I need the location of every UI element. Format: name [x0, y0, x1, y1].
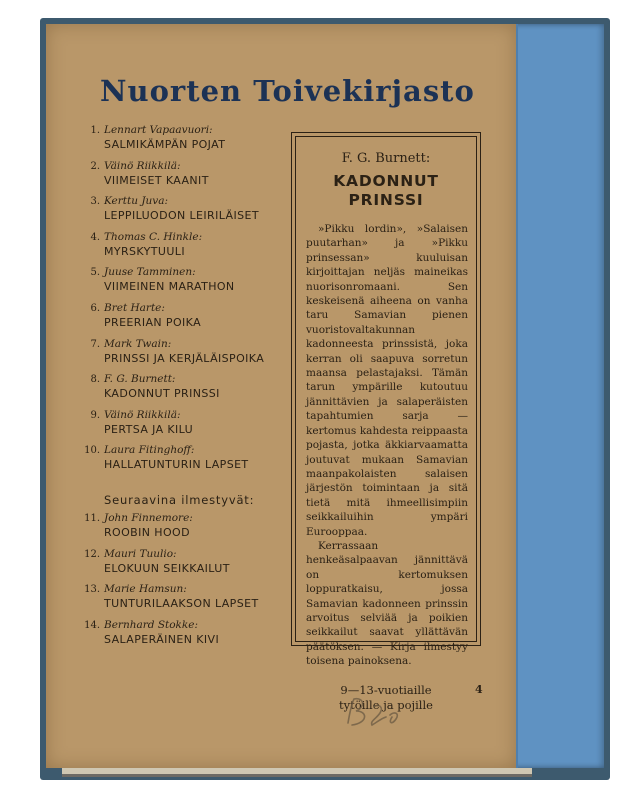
book-title: VIIMEISET KAANIT — [104, 173, 209, 187]
book-author: Väinö Riikkilä: — [104, 159, 181, 172]
book-author: Juuse Tamminen: — [104, 266, 196, 279]
book-list-item — [76, 548, 296, 584]
book-spine — [508, 24, 604, 768]
book-number: 14. — [84, 619, 100, 631]
book-list-item — [76, 266, 296, 302]
book-list-item — [76, 338, 296, 374]
pencil-mark-handwriting — [340, 693, 410, 733]
book-author: Bernhard Stokke: — [104, 618, 199, 631]
featured-book-inner-frame — [295, 136, 477, 712]
book-title: KADONNUT PRINSSI — [104, 387, 220, 401]
book-title: ELOKUUN SEIKKAILUT — [104, 561, 230, 575]
featured-title-line: PRINSSI — [348, 191, 424, 209]
book-list-item — [76, 302, 296, 338]
book-number: 10. — [84, 445, 100, 457]
book-author: Lennart Vapaavuori: — [104, 124, 213, 136]
book-author: Mark Twain: — [104, 337, 172, 350]
featured-author: F. G. Burnett: — [341, 151, 431, 166]
featured-book-box — [291, 132, 481, 712]
featured-age-line: tytöille ja pojille — [339, 697, 433, 712]
book-number: 4. — [90, 231, 100, 243]
book-title: ROOBIN HOOD — [104, 526, 190, 539]
featured-description-paragraph: Kerrassaan henkeäsalpaavan jännittävä on kertomuksen loppuratkaisu, jossa Samavian kadonneen prinssin arvoitus selviää ja poikien seikkailut saavat yllättävän päätöksen. — Kirja ilmestyy toisena painoksena. — [306, 539, 468, 668]
book-list-item — [76, 160, 296, 196]
book-number: 9. — [90, 409, 100, 421]
book-title: SALMIKÄMPÄN POJAT — [104, 138, 226, 151]
book-list — [76, 124, 296, 480]
book-list-item — [76, 619, 296, 655]
book-author: Thomas C. Hinkle: — [104, 230, 203, 243]
book-title: LEPPILUODON LEIRILÄISET — [104, 209, 259, 223]
upcoming-heading: Seuraavina ilmestyvät: — [104, 493, 255, 507]
book-title: PREERIAN POIKA — [104, 315, 201, 329]
book-author: F. G. Burnett: — [104, 373, 176, 386]
book-number: 3. — [90, 196, 100, 208]
book-list-item — [76, 124, 296, 160]
book-list-item — [76, 195, 296, 231]
book-number: 5. — [90, 267, 100, 279]
series-title: Nuorten Toivekirjasto — [100, 74, 475, 108]
book-title: PERTSA JA KILU — [104, 422, 194, 436]
book-title: VIIMEINEN MARATHON — [104, 280, 235, 294]
featured-title — [296, 172, 476, 210]
book-number: 12. — [84, 548, 100, 560]
featured-description-paragraph: »Pikku lordin», »Salaisen puutarhan» ja »Pikku prinsessan» kuuluisan kirjoittajan neljäs maineikas nuorisonromaani. Sen keskeisenä aiheena on vanha taru Samavian pienen vuoristovaltakunnan kadonneesta prinssistä, joka kerran oli saapuva sorretun maansa pelastajaksi. Tämän tarun ympärille kutoutuu jännittävien ja salaperäisten tapahtumien sarja — kertomus kahdesta reippaasta pojasta, jotka äkkiarvaamatta joutuvat mukaan Samavian maanpakolaisten salaisen järjestön toimintaan ja sitä tietä mitä ihmeellisimpiin seikkailuihin ympäri Eurooppaa. — [306, 223, 468, 538]
page-number: 4 — [475, 683, 483, 696]
featured-age-line: 9—13-vuotiaille — [340, 682, 432, 697]
book-list-item — [76, 409, 296, 445]
book-author: John Finnemore: — [104, 512, 193, 524]
featured-description — [306, 222, 468, 669]
featured-title-line: KADONNUT — [333, 172, 439, 190]
book-list-item — [76, 583, 296, 619]
book-list-item — [76, 444, 296, 480]
book-author: Kerttu Juva: — [104, 195, 169, 208]
book-number: 6. — [90, 302, 100, 314]
book-number: 7. — [90, 338, 100, 350]
book-author: Bret Harte: — [104, 301, 165, 314]
book-author: Marie Hamsun: — [104, 583, 187, 596]
book-author: Mauri Tuulio: — [104, 547, 177, 560]
book-title: TUNTURILAAKSON LAPSET — [104, 597, 259, 611]
book-author: Laura Fitinghoff: — [104, 444, 195, 457]
book-list-item — [76, 373, 296, 409]
book-title: HALLATUNTURIN LAPSET — [104, 458, 249, 472]
book-title: MYRSKYTUULI — [104, 244, 185, 258]
book-number: 2. — [90, 160, 100, 172]
book-number: 11. — [84, 513, 100, 524]
book-author: Väinö Riikkilä: — [104, 408, 181, 421]
book-number: 8. — [90, 374, 100, 386]
book-title: SALAPERÄINEN KIVI — [104, 632, 220, 646]
book-number: 1. — [90, 125, 100, 136]
upcoming-book-list — [76, 512, 296, 654]
book-list-item — [76, 231, 296, 267]
book-number: 13. — [84, 584, 100, 596]
book-title: PRINSSI JA KERJÄLÄISPOIKA — [104, 351, 265, 365]
book-list-item — [76, 512, 296, 548]
